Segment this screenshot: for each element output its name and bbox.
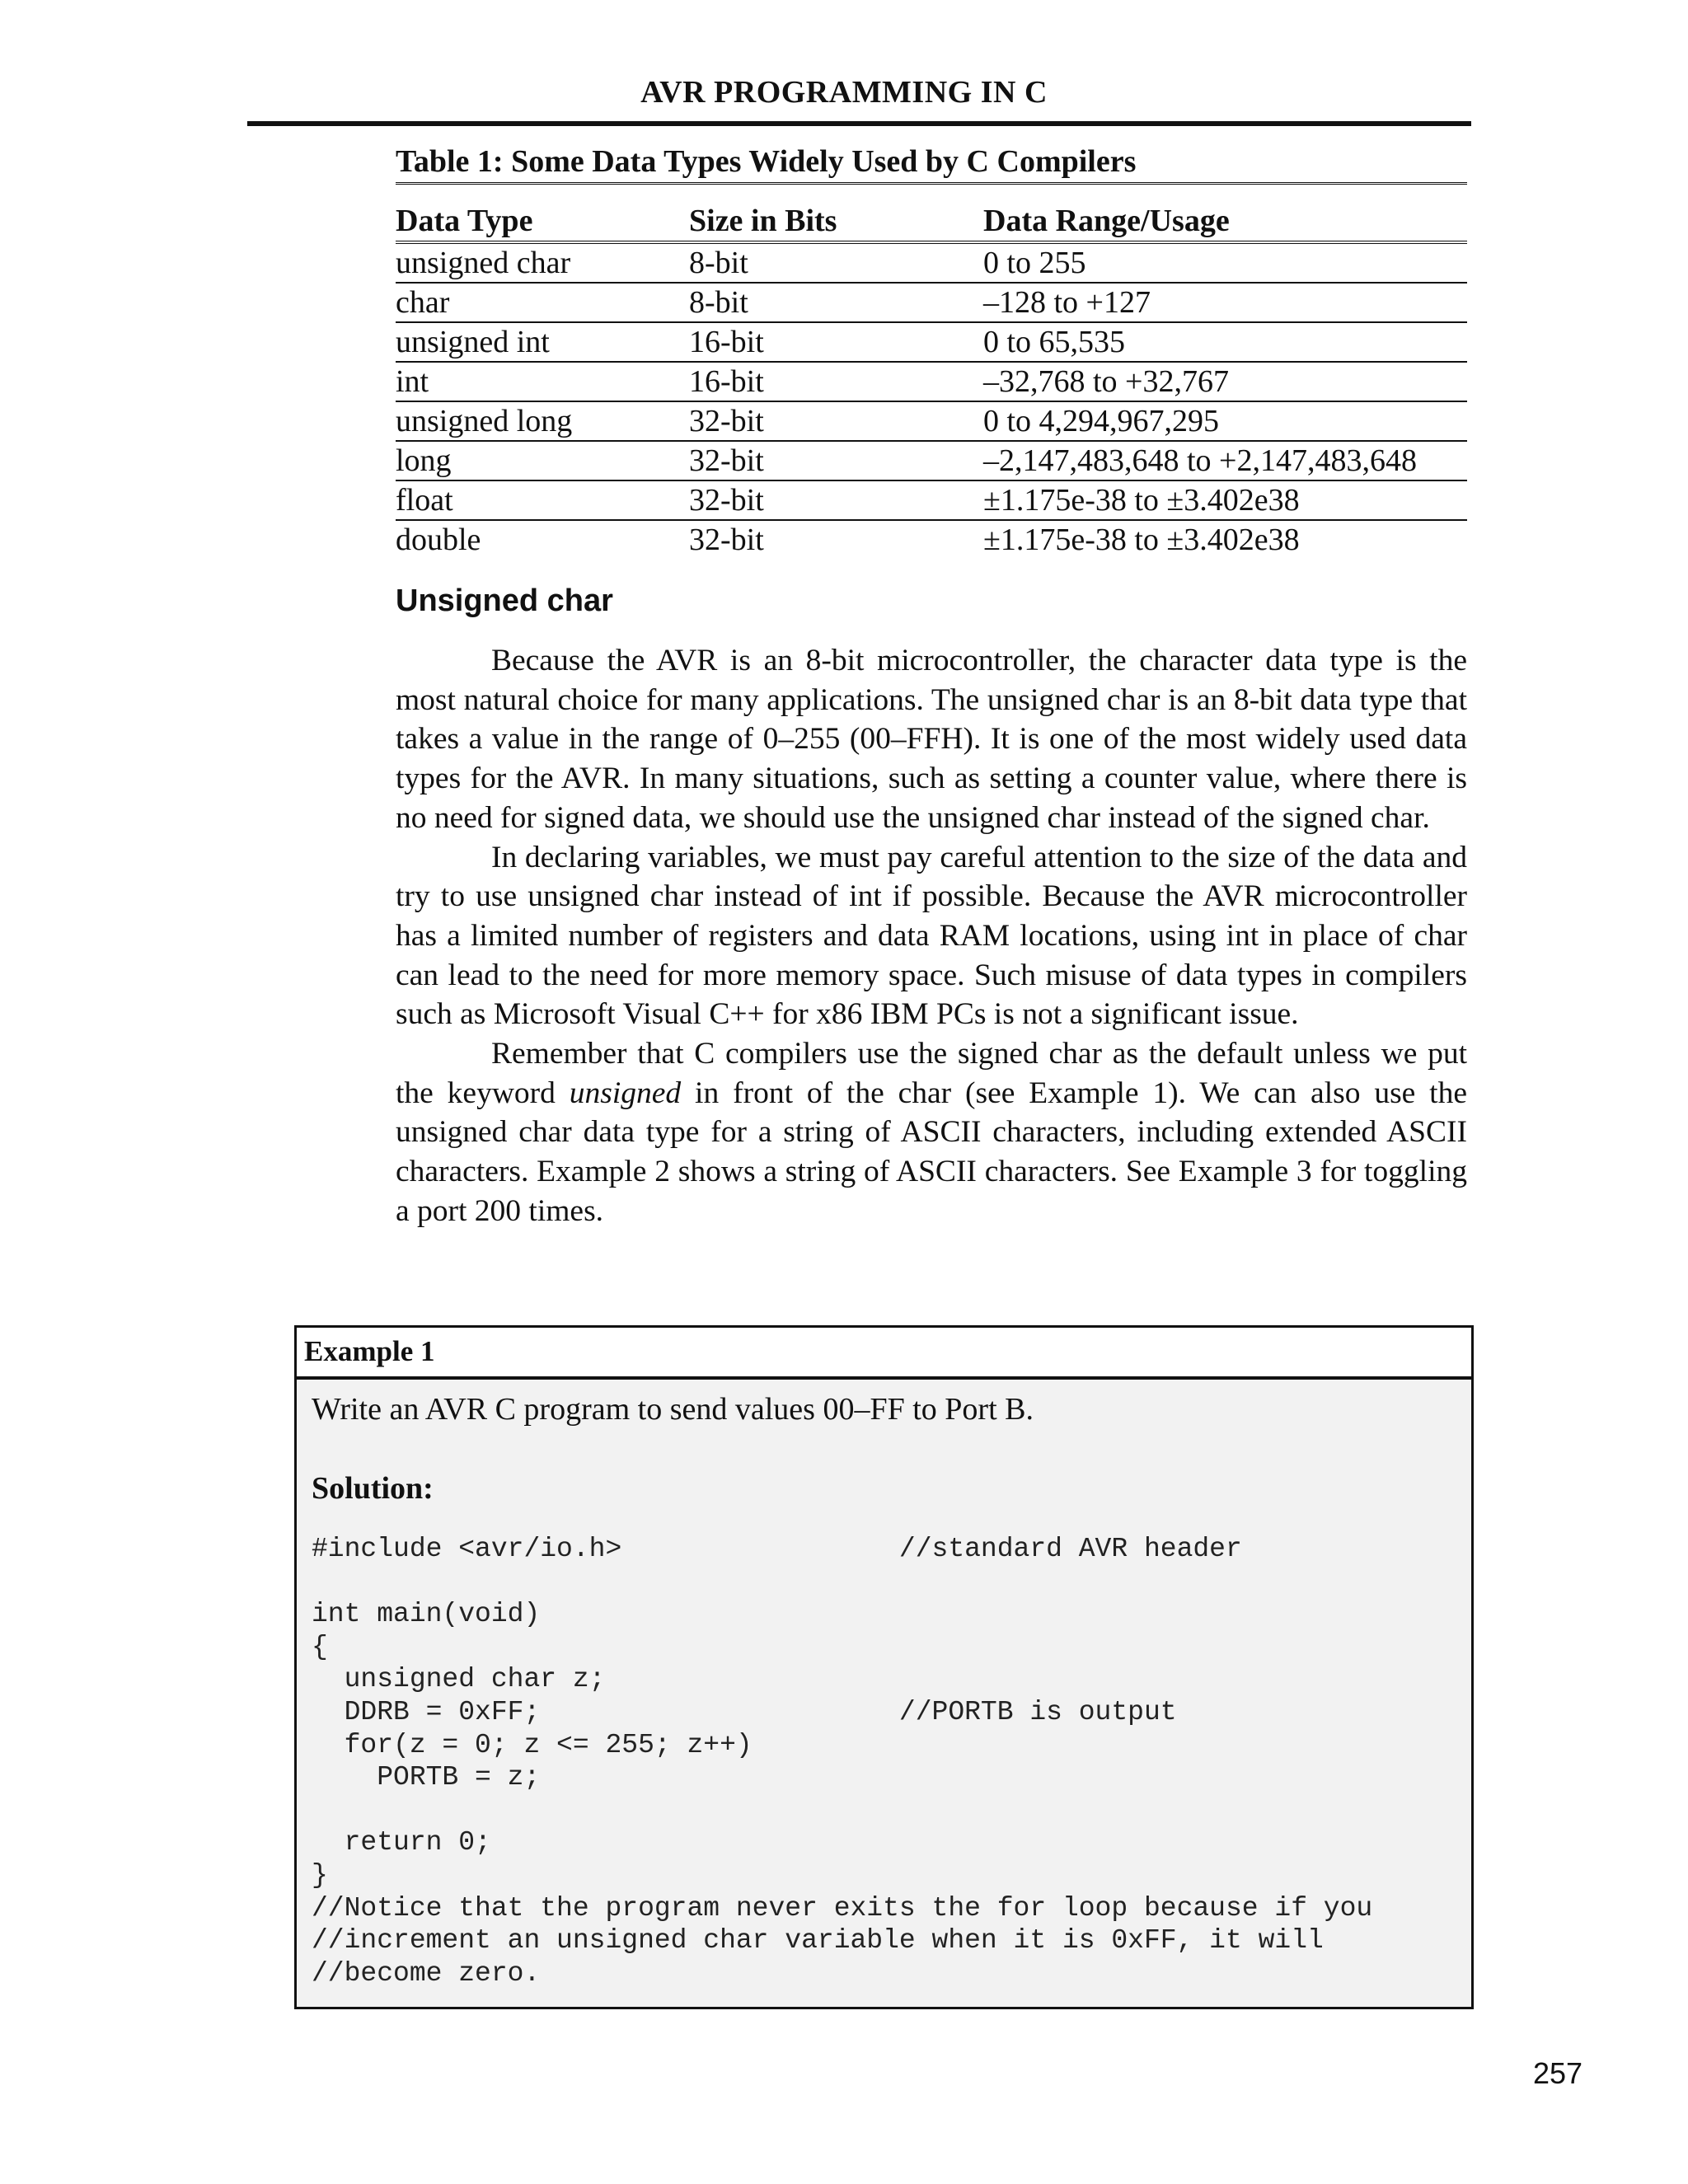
table-title: Table 1: Some Data Types Widely Used by C Compilers bbox=[396, 143, 1467, 185]
table-cell: unsigned long bbox=[396, 401, 689, 441]
paragraph: Because the AVR is an 8-bit microcontroller, the character data type is the most natural choice for many applications. The unsigned char is an 8-bit data type that takes a value in the range of 0–255 (00–FFH). It is one of the most widely used data types for the AVR. In many situations, such as setting a counter value, where there is no need for signed data, we should use the unsigned char instead of the signed char. bbox=[396, 644, 1467, 835]
table-cell: 8-bit bbox=[689, 283, 983, 322]
table-row bbox=[396, 480, 1467, 520]
table-cell: ±1.175e-38 to ±3.402e38 bbox=[983, 523, 1300, 557]
header-rule bbox=[247, 121, 1471, 126]
solution-label: Solution: bbox=[312, 1471, 434, 1506]
table-cell: long bbox=[396, 441, 689, 480]
table-cell: –32,768 to +32,767 bbox=[983, 362, 1467, 401]
table-cell: 0 to 255 bbox=[983, 242, 1467, 283]
data-types-table bbox=[396, 203, 1467, 559]
table-cell: 0 to 65,535 bbox=[983, 322, 1467, 362]
example-body bbox=[297, 1380, 1471, 1990]
table-cell: 32-bit bbox=[689, 441, 983, 480]
section-heading: Unsigned char bbox=[396, 583, 613, 618]
table-row bbox=[396, 520, 1467, 559]
table-cell: double bbox=[396, 523, 481, 557]
table-row bbox=[396, 401, 1467, 441]
table-cell: unsigned char bbox=[396, 242, 689, 283]
column-header: Data Range/Usage bbox=[983, 203, 1467, 242]
table-cell: 16-bit bbox=[689, 322, 983, 362]
example-question: Write an AVR C program to send values 00–FF to Port B. bbox=[312, 1392, 1034, 1427]
column-header: Size in Bits bbox=[689, 203, 983, 242]
code-listing: #include <avr/io.h> //standard AVR header int main(void) { unsigned char z; DDRB = 0xFF; //PORTB is output for(z = 0; z <= 255; z++) PORTB = z; return 0; } //Notice that the program never exits the for loop because if you //increment an unsigned char variable when it is 0xFF, it will //become zero. bbox=[312, 1534, 1373, 1989]
table-row bbox=[396, 441, 1467, 480]
table-cell: ±1.175e-38 to ±3.402e38 bbox=[983, 480, 1467, 520]
example-label: Example 1 bbox=[297, 1328, 1471, 1380]
table-row bbox=[396, 283, 1467, 322]
table-cell: 16-bit bbox=[689, 362, 983, 401]
paragraph-text: Remember that C compilers use the signed char as the default unless we put the keyword bbox=[396, 1037, 1467, 1110]
paragraph bbox=[396, 1034, 1467, 1231]
table-cell: 0 to 4,294,967,295 bbox=[983, 401, 1467, 441]
table-cell: 32-bit bbox=[689, 480, 983, 520]
column-header: Data Type bbox=[396, 203, 689, 242]
table-cell: unsigned int bbox=[396, 322, 689, 362]
table-cell: –128 to +127 bbox=[983, 283, 1467, 322]
table-cell: int bbox=[396, 362, 689, 401]
table-row bbox=[396, 362, 1467, 401]
keyword-emphasis: unsigned bbox=[569, 1076, 682, 1110]
table-row bbox=[396, 322, 1467, 362]
page-number: 257 bbox=[1533, 2056, 1583, 2090]
table-cell: 8-bit bbox=[689, 242, 983, 283]
table-row bbox=[396, 242, 1467, 283]
table-cell: –2,147,483,648 to +2,147,483,648 bbox=[983, 441, 1467, 480]
table-cell: 32-bit bbox=[689, 401, 983, 441]
body-text bbox=[396, 641, 1467, 1231]
example-box bbox=[294, 1325, 1474, 2009]
table-header-row bbox=[396, 203, 1467, 242]
table-cell: char bbox=[396, 283, 689, 322]
table-cell: 32-bit bbox=[689, 523, 764, 557]
table-cell: float bbox=[396, 480, 689, 520]
data-types-table-section bbox=[396, 143, 1467, 559]
running-head: AVR PROGRAMMING IN C bbox=[640, 75, 1048, 110]
paragraph: In declaring variables, we must pay careful attention to the size of the data and try to use unsigned char instead of int if possible. Because the AVR microcontroller has a limited number of registers and data RAM locations, using int in place of char can lead to the need for more memory space. Such misuse of data types in compilers such as Microsoft Visual C++ for x86 IBM PCs is not a significant issue. bbox=[396, 840, 1467, 1032]
paragraph-text: in front of the char (see Example 1). We can also use the unsigned char data type for a string of ASCII characters, including extended ASCII characters. Example 2 shows a string of ASCII characters. See Example 3 for toggling a port 200 times. bbox=[396, 1076, 1467, 1228]
